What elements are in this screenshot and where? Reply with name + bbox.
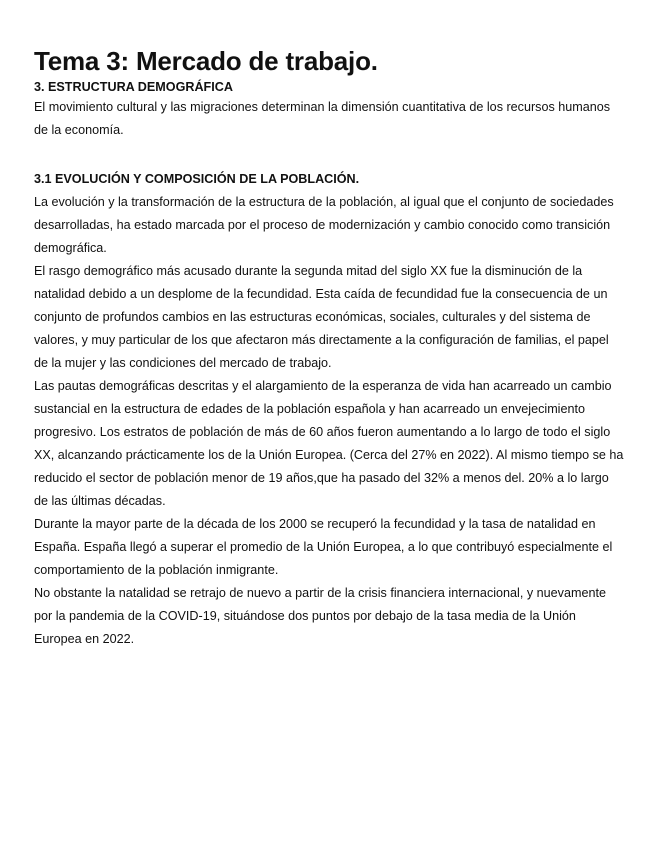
section-3-heading: 3. ESTRUCTURA DEMOGRÁFICA <box>34 80 233 94</box>
paragraph: El rasgo demográfico más acusado durante la segunda mitad del siglo XX fue la disminución de la natalidad debido a un desplome de la fecundidad. Esta caída de fecundidad fue la consecuencia de un conjunto de profundos cambios en las estructuras económicas, sociales, culturales y del sistema de valores, y muy particular de los que afectaron más directamente a la configuración de familias, el papel de la mujer y las condiciones del mercado de trabajo. <box>34 264 609 370</box>
section-3-intro: El movimiento cultural y las migraciones determinan la dimensión cuantitativa de los recursos humanos de la economía. <box>34 100 611 137</box>
paragraph: Durante la mayor parte de la década de los 2000 se recuperó la fecundidad y la tasa de natalidad en España. España llegó a superar el promedio de la Unión Europea, a lo que contribuyó especialmente el comportamiento de la población inmigrante. <box>34 517 613 577</box>
paragraph: La evolución y la transformación de la estructura de la población, al igual que el conjunto de sociedades desarrolladas, ha estado marcada por el proceso de modernización y cambio conocido como transición demográfica. <box>34 195 614 255</box>
section-3-1-heading: 3.1 EVOLUCIÓN Y COMPOSICIÓN DE LA POBLACIÓN. <box>34 172 360 186</box>
document-page <box>34 44 626 651</box>
paragraph: No obstante la natalidad se retrajo de nuevo a partir de la crisis financiera internacional, y nuevamente por la pandemia de la COVID-19, situándose dos puntos por debajo de la tasa media de la Unión Europea en 2022. <box>34 586 606 646</box>
spacer <box>34 142 626 160</box>
paragraph: Las pautas demográficas descritas y el alargamiento de la esperanza de vida han acarreado un cambio sustancial en la estructura de edades de la población española y han acarreado un envejecimiento progresivo. Los estratos de población de más de 60 años fueron aumentando a lo largo de todo el siglo XX, alcanzando prácticamente los de la Unión Europea. (Cerca del 27% en 2022). Al mismo tiempo se ha reducido el sector de población menor de 19 años,que ha pasado del 32% a menos del. 20% a lo largo de las últimas décadas. <box>34 379 624 508</box>
document-title: Tema 3: Mercado de trabajo. <box>34 46 378 76</box>
